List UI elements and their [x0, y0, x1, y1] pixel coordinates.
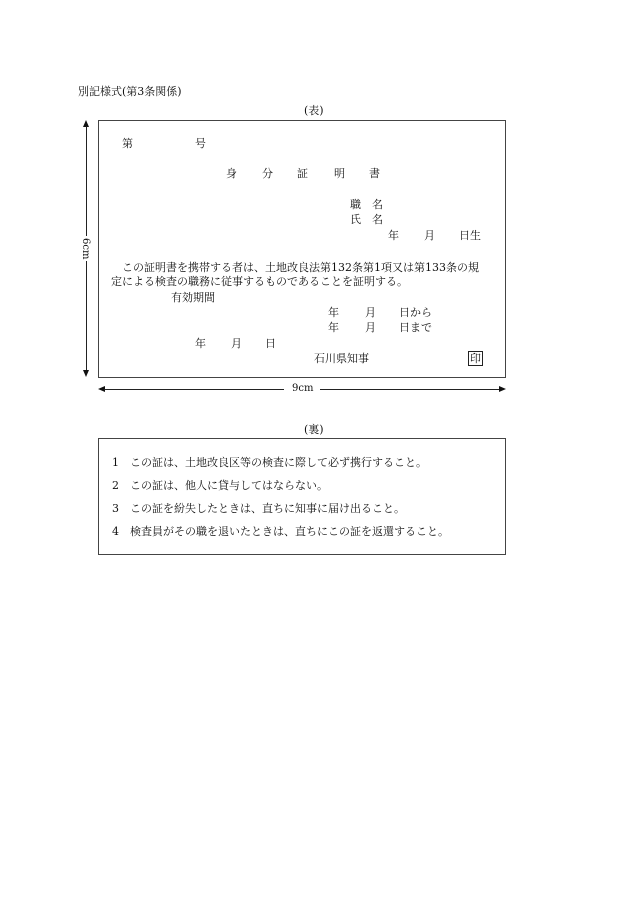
issuer: 石川県知事	[314, 352, 369, 365]
issue-day: 日	[265, 337, 276, 350]
width-dimension-line-left	[104, 389, 284, 390]
front-label: (表)	[304, 104, 324, 117]
statement-line2: 定による検査の職務に従事するものであることを証明する。	[111, 275, 408, 288]
valid-to-year: 年	[328, 321, 339, 334]
heading-char: 分	[262, 167, 273, 180]
heading-char: 書	[369, 167, 380, 180]
arrow-down-icon	[83, 370, 89, 377]
rule-text: この証は、土地改良区等の検査に際して必ず携行すること。	[130, 456, 427, 469]
rule-number: 2	[112, 479, 119, 492]
birth-year: 年	[388, 229, 399, 242]
birth-day: 日生	[459, 229, 481, 242]
form-title-text: 別記様式(第3条関係)	[78, 85, 182, 98]
back-label: (裏)	[304, 423, 324, 436]
rule-text: 検査員がその職を退いたときは、直ちにこの証を返還すること。	[130, 525, 449, 538]
rule-number: 4	[112, 525, 119, 538]
issue-year: 年	[195, 337, 206, 350]
width-label: 9cm	[292, 383, 314, 394]
seal-stamp: 印	[470, 352, 481, 365]
valid-from-day: 日から	[399, 306, 432, 319]
number-prefix: 第	[122, 137, 133, 150]
statement-line1: この証明書を携帯する者は、土地改良法第132条第1項又は第133条の規	[122, 261, 479, 274]
number-suffix: 号	[195, 137, 206, 150]
heading-char: 身	[226, 167, 237, 180]
rule-number: 1	[112, 456, 119, 469]
arrow-right-icon	[499, 386, 506, 392]
valid-to-day: 日まで	[399, 321, 432, 334]
job-title-label: 職 名	[350, 198, 383, 211]
valid-from-year: 年	[328, 306, 339, 319]
heading-char: 明	[334, 167, 345, 180]
rule-text: この証を紛失したときは、直ちに知事に届け出ること。	[130, 502, 405, 515]
rule-number: 3	[112, 502, 119, 515]
id-card-front	[98, 120, 506, 378]
birth-month: 月	[424, 229, 435, 242]
validity-label: 有効期間	[171, 291, 215, 304]
issue-month: 月	[231, 337, 242, 350]
heading-char: 証	[297, 167, 308, 180]
height-label: 6cm	[80, 238, 91, 260]
name-label: 氏 名	[350, 213, 383, 226]
width-dimension-line-right	[320, 389, 500, 390]
rule-text: この証は、他人に貸与してはならない。	[130, 479, 328, 492]
valid-from-month: 月	[365, 306, 376, 319]
valid-to-month: 月	[365, 321, 376, 334]
